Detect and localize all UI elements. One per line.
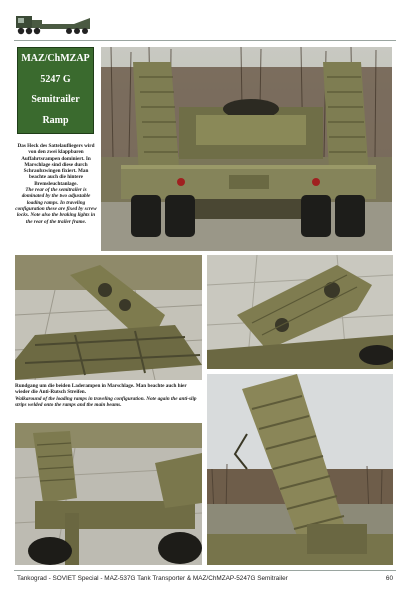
truck-transporter-icon — [14, 6, 94, 38]
title-line-section: Ramp — [42, 114, 69, 126]
title-line-model: MAZ/ChMZAP — [21, 53, 90, 64]
caption-german-text: Rundgang um die beiden Laderampen in Marschlage. Man beachte auch hier wieder die Anti-Rutsch Streifen. — [15, 383, 187, 396]
footer-publication-title: Tankograd - SOVIET Special - MAZ-537G Tank Transporter & MAZ/ChMZAP-5247G Semitrailer — [17, 575, 288, 582]
caption-english-text: The rear of the semitrailer is dominated by the two adjustable loading ramps. In traveling configuration these are fixed by screw locks. Note also the braking lights in the rear of the trailer frame. — [15, 187, 97, 225]
ramp-anti-slip-strips-photo — [207, 374, 393, 565]
title-line-subject: Semitrailer — [31, 94, 80, 106]
right-ramp-detail-photo — [207, 255, 393, 369]
header-divider — [14, 40, 396, 41]
left-ramp-detail-photo — [15, 255, 202, 380]
caption-walkaround — [15, 383, 202, 408]
section-title-box — [17, 47, 94, 134]
title-line-variant: 5247 G — [40, 73, 71, 85]
ramp-walkaround-photo — [15, 423, 202, 565]
rear-view-semitrailer-photo — [101, 47, 392, 251]
page-number: 60 — [385, 575, 393, 582]
caption-english-text: Walkaround of the loading ramps in traveling configuration. Note again the anti-slip strips welded onto the ramps and the main beams. — [15, 395, 197, 408]
caption-rear-view — [15, 143, 97, 225]
caption-german-text: Das Heck des Sattelaufliegers wird von den zwei klappbaren Auffahrtsrampen dominiert. In Marschlage sind diese durch Schraubzwingen fixiert. Man beachte auch die hintere Bremsleuchtanlage. — [17, 143, 95, 187]
footer-divider — [14, 570, 396, 571]
